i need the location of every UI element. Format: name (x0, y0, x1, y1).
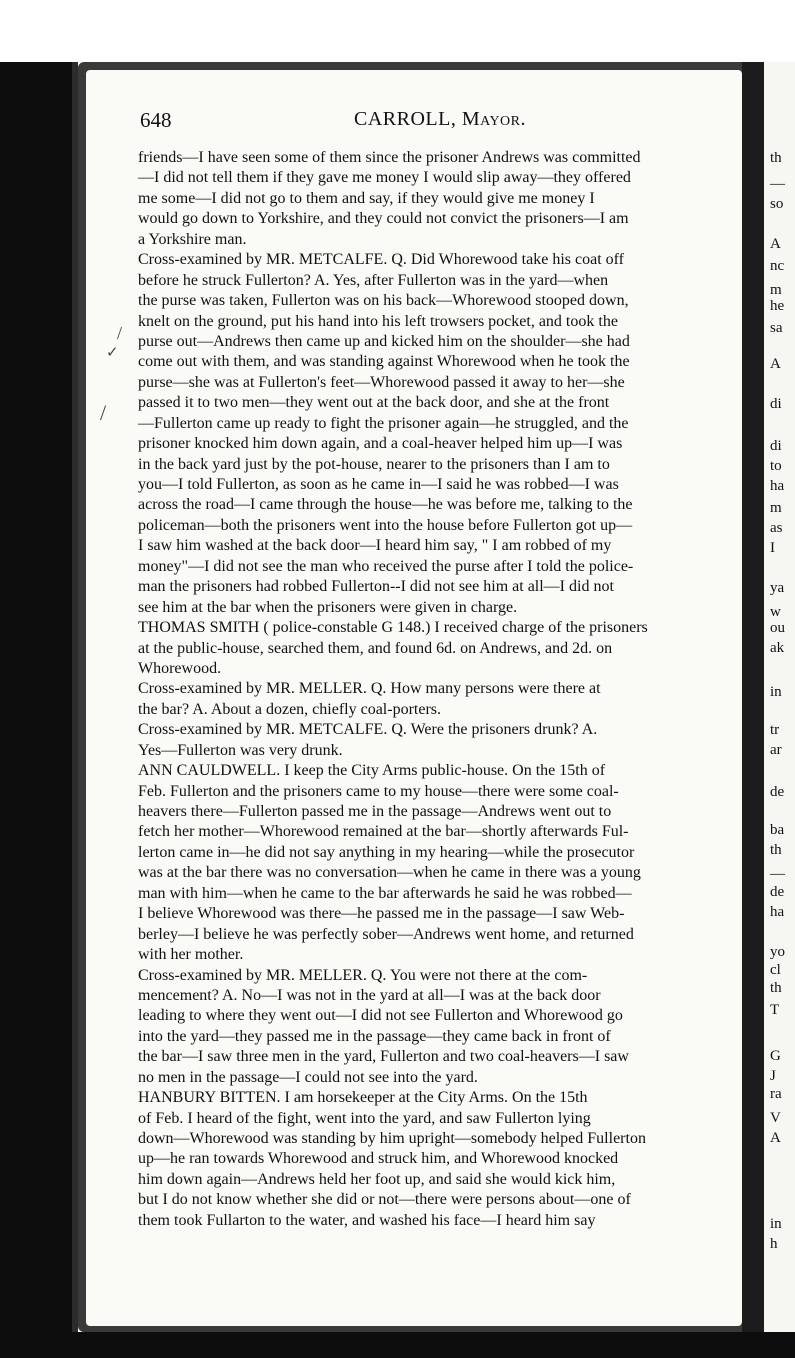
facing-page-fragment: I (770, 540, 775, 556)
facing-page-fragment: sa (770, 320, 783, 336)
facing-page-fragment: cl (770, 962, 781, 978)
text-line: me some—I did not go to them and say, if they would give me money I (138, 189, 595, 207)
text-line: no men in the passage—I could not see into the yard. (138, 1068, 478, 1086)
text-line: Yes—Fullerton was very drunk. (138, 741, 343, 759)
facing-page-fragment: J (770, 1068, 776, 1084)
text-line: —I did not tell them if they gave me money I would slip away—they offered (138, 169, 631, 187)
text-line: Feb. Fullerton and the prisoners came to my house—there were some coal- (138, 782, 619, 800)
facing-page-fragment: V (770, 1110, 781, 1126)
facing-page-fragment: ha (770, 478, 785, 494)
text-line: prisoner knocked him down again, and a coal-heaver helped him up—I was (138, 435, 623, 453)
text-line: money"—I did not see the man who received the purse after I told the police- (138, 557, 634, 575)
scan-top-margin (0, 0, 795, 62)
facing-page-fragment: ra (770, 1086, 782, 1102)
facing-page-fragment: th (770, 150, 782, 166)
pencil-stroke-icon: / (100, 400, 107, 425)
text-line: at the public-house, searched them, and found 6d. on Andrews, and 2d. on (138, 639, 613, 657)
text-line: purse—she was at Fullerton's feet—Whorewood passed it away to her—she (138, 373, 625, 391)
text-line: see him at the bar when the prisoners were given in charge. (138, 598, 518, 616)
text-line: down—Whorewood was standing by him upright—somebody helped Fullerton (138, 1130, 646, 1147)
facing-page-fragment: yo (770, 944, 785, 960)
text-line: before he struck Fullerton? A. Yes, after Fullerton was in the yard—when (138, 271, 609, 289)
text-line: man with him—when he came to the bar afterwards he said he was robbed— (138, 884, 632, 902)
book-gutter (742, 62, 766, 1358)
text-line: you—I told Fullerton, as soon as he came in—I said he was robbed—I was (138, 476, 619, 493)
text-line: mencement? A. No—I was not in the yard at all—I was at the back door (138, 986, 601, 1004)
text-line: —Fullerton came up ready to fight the prisoner again—he struggled, and the (138, 414, 629, 432)
facing-page-fragment: tr (770, 722, 780, 738)
text-line: purse out—Andrews then came up and kicked him on the shoulder—she had (138, 332, 630, 350)
facing-page-fragment: — (770, 176, 785, 192)
text-line: up—he ran towards Whorewood and struck him, and Whorewood knocked (138, 1150, 619, 1168)
facing-page-fragment: ha (770, 904, 785, 920)
text-line: HANBURY BITTEN. I am horsekeeper at the City Arms. On the 15th (138, 1089, 588, 1107)
text-line: a Yorkshire man. (138, 230, 247, 248)
facing-page-fragment: as (770, 520, 783, 536)
text-line: him down again—Andrews held her foot up, and said she would kick him, (138, 1170, 616, 1188)
testimony-text (138, 148, 728, 1231)
facing-page-fragment: de (770, 784, 785, 800)
page-number: 648 (140, 108, 172, 132)
facing-page-fragment: A (770, 1130, 781, 1146)
text-line: the bar? A. About a dozen, chiefly coal-porters. (138, 700, 441, 718)
facing-page-edge (764, 62, 795, 1358)
facing-page-fragment: m (770, 500, 782, 516)
text-line: fetch her mother—Whorewood remained at the bar—shortly afterwards Ful- (138, 823, 629, 841)
facing-page-fragment: de (770, 884, 785, 900)
text-line: Whorewood. (138, 659, 222, 677)
text-line: knelt on the ground, put his hand into his left trowsers pocket, and took the (138, 312, 618, 330)
facing-page-fragment: ar (770, 742, 782, 758)
text-line: across the road—I came through the house—he was before me, talking to the (138, 496, 633, 514)
text-line: ANN CAULDWELL. I keep the City Arms public-house. On the 15th of (138, 762, 606, 780)
text-line: man the prisoners had robbed Fullerton--I did not see him at all—I did not (138, 578, 614, 596)
text-line: berley—I believe he was perfectly sober—Andrews went home, and returned (138, 925, 634, 943)
text-line: would go down to Yorkshire, and they could not convict the prisoners—I am (138, 210, 629, 228)
text-line: the purse was taken, Fullerton was on his back—Whorewood stooped down, (138, 292, 629, 310)
book-binding-left (0, 62, 78, 1358)
text-line: into the yard—they passed me in the passage—they came back in front of (138, 1027, 611, 1045)
text-line: come out with them, and was standing against Whorewood when he took the (138, 353, 630, 371)
scan-bottom-margin (0, 1332, 795, 1358)
text-line: them took Fullarton to the water, and washed his face—I heard him say (138, 1211, 596, 1229)
text-line: but I do not know whether she did or not—there were persons about—one of (138, 1191, 631, 1209)
facing-page-fragment: T (770, 1002, 780, 1018)
facing-page-fragment: h (770, 1236, 778, 1252)
text-line: was at the bar there was no conversation—when he came in there was a young (138, 864, 641, 882)
text-line: in the back yard just by the pot-house, nearer to the prisoners than I am to (138, 455, 610, 473)
facing-page-fragment: th (770, 980, 782, 996)
facing-page-fragment: di (770, 396, 782, 412)
text-line: I believe Whorewood was there—he passed me in the passage—I saw Web- (138, 905, 625, 923)
text-line: I saw him washed at the back door—I heard him say, " I am robbed of my (138, 537, 612, 555)
text-line: with her mother. (138, 946, 244, 964)
running-title: CARROLL, Mayor. (354, 108, 527, 130)
text-line: Cross-examined by MR. METCALFE. Q. Did Whorewood take his coat off (138, 251, 625, 269)
facing-page-fragment: in (770, 684, 782, 700)
text-line: passed it to two men—they went out at the back door, and she at the front (138, 394, 610, 412)
facing-page-fragment: in (770, 1216, 782, 1232)
pencil-check-icon: ✓ (106, 345, 119, 361)
text-line: Cross-examined by MR. MELLER. Q. How many persons were there at (138, 680, 601, 698)
text-line: policeman—both the prisoners went into the house before Fullerton got up— (138, 516, 633, 534)
facing-page-fragment: m (770, 282, 782, 298)
facing-page-fragment: nc (770, 258, 785, 274)
text-line: Cross-examined by MR. METCALFE. Q. Were the prisoners drunk? A. (138, 721, 598, 739)
facing-page-fragment: th (770, 842, 782, 858)
facing-page-fragment: G (770, 1048, 781, 1064)
facing-page-fragment: A (770, 236, 781, 252)
facing-page-fragment: to (770, 458, 782, 474)
facing-page-fragment: ou (770, 620, 785, 636)
pencil-slash-icon: / (117, 323, 123, 343)
text-line: friends—I have seen some of them since the prisoner Andrews was committed (138, 149, 641, 166)
facing-page-fragment: di (770, 438, 782, 454)
facing-page-fragment: w (770, 604, 781, 620)
facing-page-fragment: he (770, 298, 785, 314)
text-line: the bar—I saw three men in the yard, Fullerton and two coal-heavers—I saw (138, 1048, 629, 1066)
facing-page-fragment: so (770, 196, 784, 212)
text-line: THOMAS SMITH ( police-constable G 148.) I received charge of the prisoners (138, 619, 648, 637)
text-line: leading to where they went out—I did not see Fullerton and Whorewood go (138, 1007, 623, 1025)
text-line: heavers there—Fullerton passed me in the passage—Andrews went out to (138, 803, 612, 820)
text-line: lerton came in—he did not say anything in my hearing—while the prosecutor (138, 843, 635, 861)
page-header (140, 108, 730, 138)
text-line: Cross-examined by MR. MELLER. Q. You were not there at the com- (138, 966, 588, 984)
facing-page-fragment: A (770, 356, 781, 372)
facing-page-fragment: — (770, 866, 785, 882)
text-line: of Feb. I heard of the fight, went into the yard, and saw Fullerton lying (138, 1109, 591, 1127)
facing-page-fragment: ak (770, 640, 785, 656)
facing-page-fragment: ba (770, 822, 785, 838)
facing-page-fragment: ya (770, 580, 785, 596)
